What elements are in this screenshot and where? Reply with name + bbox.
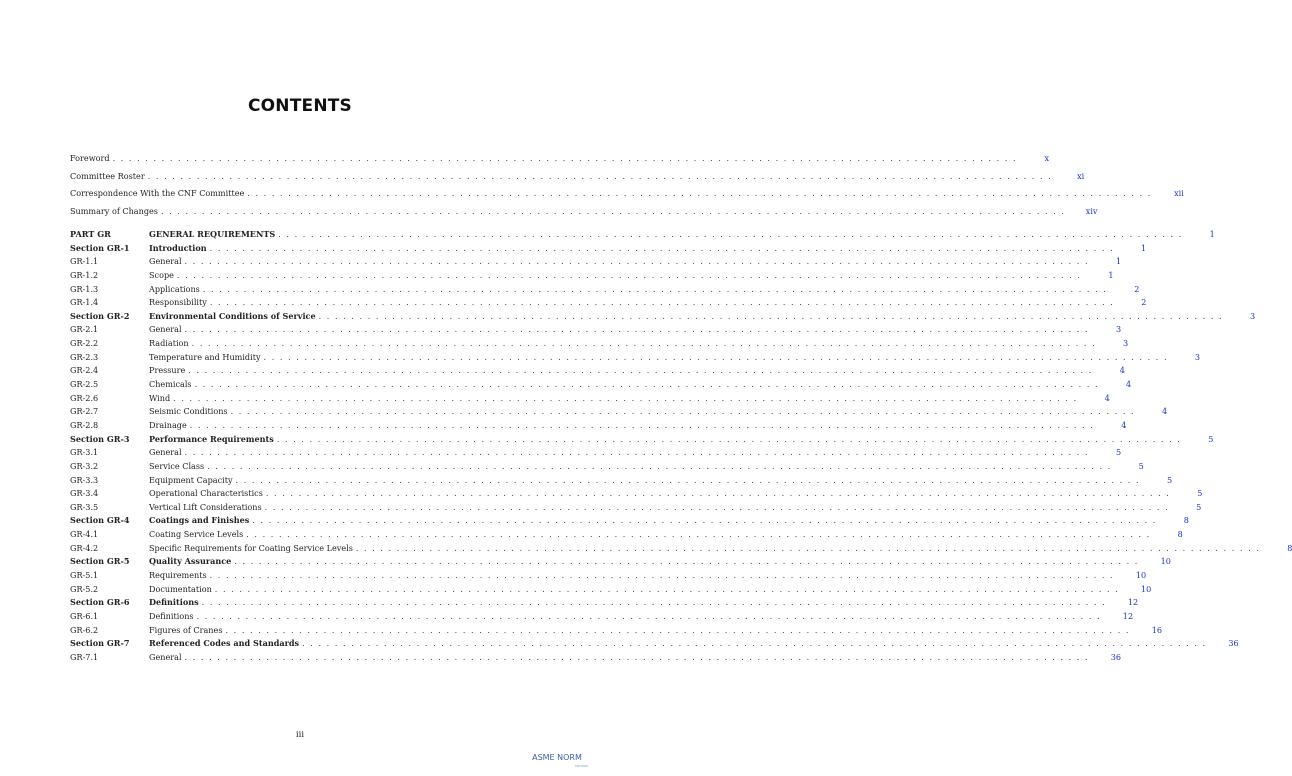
toc-entry-number: Section GR-3	[70, 433, 130, 444]
dot-leader: . . . . . . . . . . . . . . . . . . . . . . . . . . . . . . . . . . . . . . . . . . . . . . . . . . . . . . . . . . . . . . . . . . . . . . . . . . . . . . . . . . . . . . . . . . . . . . . . . . . . . . . . . . . . . . .	[184, 257, 1090, 267]
toc-entry-label: Environmental Conditions of Service	[149, 310, 316, 321]
toc-page-link[interactable]: 5	[1166, 474, 1173, 485]
toc-page-link[interactable]: 10	[1135, 570, 1147, 581]
toc-entry-number: GR-1.3	[70, 283, 99, 294]
dot-leader: . . . . . . . . . . . . . . . . . . . . . . . . . . . . . . . . . . . . . . . . . . . . . . . . . . . . . . . . . . . . . . . . . . . . . . . . . . . . . . . . . . . . . . . . . . . . . . . . . . . . . . . . . . . . . . .	[247, 189, 1152, 198]
toc-page-link[interactable]: 8	[1287, 542, 1292, 553]
toc-row[interactable]	[70, 310, 1256, 324]
toc-row[interactable]	[70, 337, 1129, 351]
toc-entry-number: Section GR-2	[70, 310, 130, 321]
toc-row[interactable]	[70, 583, 1152, 597]
dot-leader: . . . . . . . . . . . . . . . . . . . . . . . . . . . . . . . . . . . . . . . . . . . . . . . . . . . . . . . . . . . . . . . . . . . . . . . . . . . . . . . . . . . . . . . . . . . . . . . . . . . . . . . . . . . . . . .	[318, 311, 1224, 321]
toc-row[interactable]	[70, 378, 1132, 392]
toc-entry-number: GR-3.5	[70, 501, 99, 512]
toc-entry-label: Equipment Capacity	[149, 474, 233, 485]
toc-page-link[interactable]: xi	[1077, 170, 1085, 181]
toc-entry-number: GR-2.7	[70, 406, 99, 417]
toc-entry-label: Coating Service Levels	[149, 529, 244, 540]
toc-entry-label: Wind	[149, 392, 171, 403]
toc-entry-label: Drainage	[149, 419, 187, 430]
toc-entry-label: Applications	[149, 283, 200, 294]
toc-page-link[interactable]: xiv	[1085, 205, 1098, 216]
toc-entry-label: Temperature and Humidity	[149, 351, 261, 362]
toc-entry-label: Committee Roster	[70, 170, 145, 181]
toc-entry-number: GR-1.4	[70, 297, 99, 308]
toc-entry-label: Radiation	[149, 338, 189, 349]
watermark-subtext: normas	[574, 764, 588, 768]
toc-row[interactable]	[70, 555, 1171, 569]
toc-entry-number: GR-4.2	[70, 542, 99, 553]
toc-page-link[interactable]: 1	[1141, 242, 1147, 253]
toc-row[interactable]	[70, 364, 1125, 378]
dot-leader: . . . . . . . . . . . . . . . . . . . . . . . . . . . . . . . . . . . . . . . . . . . . . . . . . . . . . . . . . . . . . . . . . . . . . . . . . . . . . . . . . . . . . . . . . . . . . . . . . . . . . . . . . . . . . . .	[225, 625, 1131, 635]
watermark-text: ASME NORM	[532, 753, 582, 762]
toc-page-link[interactable]: 3	[1194, 351, 1201, 362]
dot-leader: . . . . . . . . . . . . . . . . . . . . . . . . . . . . . . . . . . . . . . . . . . . . . . . . . . . . . . . . . . . . . . . . . . . . . . . . . . . . . . . . . . . . . . . . . . . . . . . . . . . . . . . . . . . . . . .	[188, 366, 1093, 376]
dot-leader: . . . . . . . . . . . . . . . . . . . . . . . . . . . . . . . . . . . . . . . . . . . . . . . . . . . . . . . . . . . . . . . . . . . . . . . . . . . . . . . . . . . . . . . . . . . . . . . . . . . . . . . . . . . . . . .	[201, 598, 1107, 608]
dot-leader: . . . . . . . . . . . . . . . . . . . . . . . . . . . . . . . . . . . . . . . . . . . . . . . . . . . . . . . . . . . . . . . . . . . . . . . . . . . . . . . . . . . . . . . . . . . . . . . . . . . . . . . . . . . . . . .	[246, 530, 1151, 540]
toc-page-link[interactable]: 2	[1141, 297, 1147, 308]
toc-page-link[interactable]: 3	[1249, 310, 1256, 321]
toc-entry-label: Seismic Conditions	[149, 406, 228, 417]
dot-leader: . . . . . . . . . . . . . . . . . . . . . . . . . . . . . . . . . . . . . . . . . . . . . . . . . . . . . . . . . . . . . . . . . . . . . . . . . . . . . . . . . . . . . . . . . . . . . . . . . . . . . . . . . . . . . . .	[252, 516, 1157, 526]
toc-page-link[interactable]: 5	[1115, 447, 1122, 458]
toc-row[interactable]	[70, 296, 1147, 310]
toc-entry-label: General	[149, 651, 182, 662]
toc-entry-number: Section GR-6	[70, 597, 130, 608]
dot-leader: . . . . . . . . . . . . . . . . . . . . . . . . . . . . . . . . . . . . . . . . . . . . . . . . . . . . . . . . . . . . . . . . . . . . . . . . . . . . . . . . . . . . . . . . . . . . . . . . . . . . . . . . . . . . . . .	[278, 230, 1183, 239]
toc-page-link[interactable]: 16	[1151, 624, 1163, 635]
toc-entry-label: Chemicals	[149, 379, 192, 390]
toc-entry-number: GR-5.2	[70, 583, 99, 594]
toc-entry-label: Correspondence With the CNF Committee	[70, 188, 245, 198]
toc-row[interactable]	[70, 405, 1168, 419]
toc-entry-number: GR-3.4	[70, 488, 99, 499]
watermark-logo	[522, 754, 592, 770]
toc-page-link[interactable]: 3	[1115, 324, 1122, 335]
toc-page-link[interactable]: 10	[1160, 556, 1171, 567]
dot-leader: . . . . . . . . . . . . . . . . . . . . . . . . . . . . . . . . . . . . . . . . . . . . . . . . . . . . . . . . . . . . . . . . . . . . . . . . . . . . . . . . . . . . . . . . . . . . . . . . . . . . . . . . . . . . . . .	[184, 448, 1090, 458]
toc-row[interactable]	[70, 269, 1114, 283]
toc-entry-number: GR-6.2	[70, 624, 99, 635]
toc-page-link[interactable]: 4	[1119, 365, 1125, 376]
toc-row[interactable]	[70, 323, 1122, 337]
toc-entry-number: GR-1.2	[70, 269, 99, 280]
toc-entry-number: Section GR-1	[70, 242, 130, 253]
toc-entry-number: Section GR-7	[70, 638, 130, 649]
dot-leader: . . . . . . . . . . . . . . . . . . . . . . . . . . . . . . . . . . . . . . . . . . . . . . . . . . . . . . . . . . . . . . . . . . . . . . . . . . . . . . . . . . . . . . . . . . . . . . . . . . . . . . . . . . . . . . .	[207, 461, 1112, 471]
toc-entry-label: Definitions	[149, 610, 194, 621]
toc-entry-number: GR-1.1	[70, 256, 99, 267]
toc-row[interactable]	[70, 228, 1215, 242]
toc-entry-number: PART GR	[70, 229, 111, 239]
toc-row[interactable]	[70, 446, 1122, 460]
dot-leader: . . . . . . . . . . . . . . . . . . . . . . . . . . . . . . . . . . . . . . . . . . . . . . . . . . . . . . . . . . . . . . . . . . . . . . . . . . . . . . . . . . . . . . . . . . . . . . . . . . . . . . . . . . . . . . .	[196, 611, 1102, 621]
dot-leader: . . . . . . . . . . . . . . . . . . . . . . . . . . . . . . . . . . . . . . . . . . . . . . . . . . . . . . . . . . . . . . . . . . . . . . . . . . . . . . . . . . . . . . . . . . . . . . . . . . . . . . . . . . . . . . .	[184, 325, 1090, 335]
toc-row[interactable]	[70, 205, 1098, 222]
toc-row[interactable]	[70, 242, 1147, 256]
toc-entry-label: Referenced Codes and Standards	[149, 638, 300, 649]
page-title: CONTENTS	[247, 96, 353, 116]
dot-leader: . . . . . . . . . . . . . . . . . . . . . . . . . . . . . . . . . . . . . . . . . . . . . . . . . . . . . . . . . . . . . . . . . . . . . . . . . . . . . . . . . . . . . . . . . . . . . . . . . . . . . . . . . . . . . . .	[112, 154, 1018, 163]
dot-leader: . . . . . . . . . . . . . . . . . . . . . . . . . . . . . . . . . . . . . . . . . . . . . . . . . . . . . . . . . . . . . . . . . . . . . . . . . . . . . . . . . . . . . . . . . . . . . . . . . . . . . . . . . . . . . . .	[234, 557, 1139, 567]
toc-row[interactable]	[70, 624, 1163, 638]
toc-entry-label: Specific Requirements for Coating Service Levels	[149, 542, 353, 553]
toc-entry-label: Scope	[149, 269, 174, 280]
dot-leader: . . . . . . . . . . . . . . . . . . . . . . . . . . . . . . . . . . . . . . . . . . . . . . . . . . . . . . . . . . . . . . . . . . . . . . . . . . . . . . . . . . . . . . . . . . . . . . . . . . . . . . . . . . . . . . .	[173, 393, 1078, 403]
dot-leader: . . . . . . . . . . . . . . . . . . . . . . . . . . . . . . . . . . . . . . . . . . . . . . . . . . . . . . . . . . . . . . . . . . . . . . . . . . . . . . . . . . . . . . . . . . . . . . . . . . . . . . . . . . . . . . .	[202, 284, 1108, 294]
toc-page-link[interactable]: 5	[1138, 460, 1144, 471]
toc-row[interactable]	[70, 351, 1201, 365]
toc-page-link[interactable]: 3	[1123, 338, 1129, 349]
dot-leader: . . . . . . . . . . . . . . . . . . . . . . . . . . . . . . . . . . . . . . . . . . . . . . . . . . . . . . . . . . . . . . . . . . . . . . . . . . . . . . . . . . . . . . . . . . . . . . . . . . . . . . . . . . . . . . .	[235, 475, 1141, 485]
toc-entry-label: Pressure	[149, 365, 186, 376]
dot-leader: . . . . . . . . . . . . . . . . . . . . . . . . . . . . . . . . . . . . . . . . . . . . . . . . . . . . . . . . . . . . . . . . . . . . . . . . . . . . . . . . . . . . . . . . . . . . . . . . . . . . . . . . . . . . . . .	[184, 652, 1090, 662]
toc-page-link[interactable]: xii	[1174, 188, 1184, 198]
toc-page-link[interactable]: 4	[1121, 419, 1127, 430]
toc-row[interactable]	[70, 569, 1147, 583]
toc-row[interactable]	[70, 501, 1202, 515]
toc-entry-label: GENERAL REQUIREMENTS	[149, 229, 276, 239]
toc-page-link[interactable]: 1	[1115, 256, 1122, 267]
toc-entry-label: Introduction	[149, 242, 207, 253]
toc-row[interactable]	[70, 187, 1184, 204]
toc-page-link[interactable]: 1	[1209, 229, 1215, 239]
toc-page-link[interactable]: 5	[1208, 433, 1214, 444]
toc-row[interactable]	[70, 610, 1134, 624]
toc-page-link[interactable]: 8	[1183, 515, 1189, 526]
toc-page-link[interactable]: 12	[1127, 597, 1139, 608]
toc-entry-label: Figures of Cranes	[149, 624, 223, 635]
toc-row[interactable]	[70, 460, 1144, 474]
front-matter-list	[70, 152, 1184, 222]
toc-entry-label: Service Class	[149, 460, 205, 471]
dot-leader: . . . . . . . . . . . . . . . . . . . . . . . . . . . . . . . . . . . . . . . . . . . . . . . . . . . . . . . . . . . . . . . . . . . . . . . . . . . . . . . . . . . . . . . . . . . . . . . . . . . . . . . . . . . . . . .	[194, 380, 1100, 390]
toc-page-link[interactable]: 36	[1110, 651, 1122, 662]
toc-row[interactable]	[70, 514, 1189, 528]
toc-entry-label: Coatings and Finishes	[149, 515, 250, 526]
toc-entry-number: GR-3.1	[70, 447, 99, 458]
toc-entry-label: Foreword	[70, 153, 110, 163]
toc-page-link[interactable]: 36	[1228, 638, 1239, 649]
toc-entry-number: GR-2.5	[70, 379, 99, 390]
dot-leader: . . . . . . . . . . . . . . . . . . . . . . . . . . . . . . . . . . . . . . . . . . . . . . . . . . . . . . . . . . . . . . . . . . . . . . . . . . . . . . . . . . . . . . . . . . . . . . . . . . . . . . . . . . . . . . .	[264, 502, 1170, 512]
toc-entry-number: GR-7.1	[70, 651, 99, 662]
toc-page-link[interactable]: 4	[1161, 406, 1168, 417]
toc-entry-label: General	[149, 324, 182, 335]
toc-entry-number: GR-2.6	[70, 392, 99, 403]
toc-entry-number: GR-2.8	[70, 419, 99, 430]
dot-leader: . . . . . . . . . . . . . . . . . . . . . . . . . . . . . . . . . . . . . . . . . . . . . . . . . . . . . . . . . . . . . . . . . . . . . . . . . . . . . . . . . . . . . . . . . . . . . . . . . . . . . . . . . . . . . . .	[209, 298, 1115, 308]
toc-row[interactable]	[70, 419, 1127, 433]
toc-page-link[interactable]: 2	[1134, 283, 1140, 294]
toc-entry-number: GR-3.3	[70, 474, 99, 485]
toc-entry-label: Summary of Changes	[70, 205, 158, 216]
toc-entry-label: Operational Characteristics	[149, 488, 263, 499]
toc-row[interactable]	[70, 392, 1110, 406]
dot-leader: . . . . . . . . . . . . . . . . . . . . . . . . . . . . . . . . . . . . . . . . . . . . . . . . . . . . . . . . . . . . . . . . . . . . . . . . . . . . . . . . . . . . . . . . . . . . . . . . . . . . . . . . . . . . . . .	[214, 584, 1120, 594]
dot-leader: . . . . . . . . . . . . . . . . . . . . . . . . . . . . . . . . . . . . . . . . . . . . . . . . . . . . . . . . . . . . . . . . . . . . . . . . . . . . . . . . . . . . . . . . . . . . . . . . . . . . . . . . . . . . . . .	[302, 639, 1207, 649]
toc-page-link[interactable]: x	[1044, 153, 1050, 163]
toc-row[interactable]	[70, 170, 1085, 187]
toc-entry-label: Requirements	[149, 570, 207, 581]
toc-row[interactable]	[70, 152, 1050, 169]
toc-entry-label: General	[149, 256, 182, 267]
toc-entry-number: GR-2.4	[70, 365, 99, 376]
toc-entry-number: Section GR-5	[70, 556, 130, 567]
dot-leader: . . . . . . . . . . . . . . . . . . . . . . . . . . . . . . . . . . . . . . . . . . . . . . . . . . . . . . . . . . . . . . . . . . . . . . . . . . . . . . . . . . . . . . . . . . . . . . . . . . . . . . . . . . . . . . .	[276, 434, 1182, 444]
dot-leader: . . . . . . . . . . . . . . . . . . . . . . . . . . . . . . . . . . . . . . . . . . . . . . . . . . . . . . . . . . . . . . . . . . . . . . . . . . . . . . . . . . . . . . . . . . . . . . . . . . . . . . . . . . . . . . .	[230, 407, 1136, 417]
toc-page-link[interactable]: 5	[1197, 488, 1203, 499]
toc-row[interactable]	[70, 433, 1214, 447]
page-number: iii	[295, 730, 305, 740]
toc-entry-number: GR-2.2	[70, 338, 99, 349]
dot-leader: . . . . . . . . . . . . . . . . . . . . . . . . . . . . . . . . . . . . . . . . . . . . . . . . . . . . . . . . . . . . . . . . . . . . . . . . . . . . . . . . . . . . . . . . . . . . . . . . . . . . . . . . . . . . . . .	[191, 339, 1097, 349]
toc-row[interactable]	[70, 542, 1292, 556]
toc-entry-number: GR-2.3	[70, 351, 99, 362]
dot-leader: . . . . . . . . . . . . . . . . . . . . . . . . . . . . . . . . . . . . . . . . . . . . . . . . . . . . . . . . . . . . . . . . . . . . . . . . . . . . . . . . . . . . . . . . . . . . . . . . . . . . . . . . . . . . . . .	[160, 206, 1066, 216]
toc-entry-number: GR-3.2	[70, 460, 99, 471]
toc-page-link[interactable]: 1	[1108, 269, 1114, 280]
toc-page-link[interactable]: 10	[1141, 583, 1152, 594]
toc-entry-label: Vertical Lift Considerations	[149, 501, 262, 512]
toc-entry-label: Definitions	[149, 597, 199, 608]
dot-leader: . . . . . . . . . . . . . . . . . . . . . . . . . . . . . . . . . . . . . . . . . . . . . . . . . . . . . . . . . . . . . . . . . . . . . . . . . . . . . . . . . . . . . . . . . . . . . . . . . . . . . . . . . . . . . . .	[209, 571, 1115, 581]
toc-entry-number: GR-5.1	[70, 570, 99, 581]
toc-row[interactable]	[70, 474, 1173, 488]
toc-row[interactable]	[70, 528, 1183, 542]
toc-page-link[interactable]: 4	[1104, 392, 1110, 403]
toc-list	[70, 228, 1292, 665]
toc-entry-label: General	[149, 447, 182, 458]
toc-row[interactable]	[70, 487, 1203, 501]
toc-row[interactable]	[70, 637, 1239, 651]
dot-leader: . . . . . . . . . . . . . . . . . . . . . . . . . . . . . . . . . . . . . . . . . . . . . . . . . . . . . . . . . . . . . . . . . . . . . . . . . . . . . . . . . . . . . . . . . . . . . . . . . . . . . . . . . . . . . . .	[176, 270, 1082, 280]
toc-entry-number: GR-6.1	[70, 610, 99, 621]
toc-page-link[interactable]: 5	[1196, 501, 1202, 512]
toc-entry-label: Responsibility	[149, 297, 207, 308]
dot-leader: . . . . . . . . . . . . . . . . . . . . . . . . . . . . . . . . . . . . . . . . . . . . . . . . . . . . . . . . . . . . . . . . . . . . . . . . . . . . . . . . . . . . . . . . . . . . . . . . . . . . . . . . . . . . . . .	[189, 420, 1095, 430]
dot-leader: . . . . . . . . . . . . . . . . . . . . . . . . . . . . . . . . . . . . . . . . . . . . . . . . . . . . . . . . . . . . . . . . . . . . . . . . . . . . . . . . . . . . . . . . . . . . . . . . . . . . . . . . . . . . . . .	[265, 489, 1171, 499]
toc-entry-number: GR-2.1	[70, 324, 99, 335]
toc-row[interactable]	[70, 651, 1122, 665]
toc-row[interactable]	[70, 255, 1122, 269]
toc-page-link[interactable]: 8	[1177, 529, 1183, 540]
dot-leader: . . . . . . . . . . . . . . . . . . . . . . . . . . . . . . . . . . . . . . . . . . . . . . . . . . . . . . . . . . . . . . . . . . . . . . . . . . . . . . . . . . . . . . . . . . . . . . . . . . . . . . . . . . . . . . .	[355, 543, 1261, 553]
toc-entry-label: Performance Requirements	[149, 433, 274, 444]
dot-leader: . . . . . . . . . . . . . . . . . . . . . . . . . . . . . . . . . . . . . . . . . . . . . . . . . . . . . . . . . . . . . . . . . . . . . . . . . . . . . . . . . . . . . . . . . . . . . . . . . . . . . . . . . . . . . . .	[263, 352, 1169, 362]
toc-page-link[interactable]: 4	[1125, 379, 1132, 390]
toc-entry-label: Quality Assurance	[149, 556, 232, 567]
toc-page-link[interactable]: 12	[1122, 610, 1134, 621]
toc-entry-number: Section GR-4	[70, 515, 130, 526]
toc-entry-number: GR-4.1	[70, 529, 99, 540]
toc-row[interactable]	[70, 596, 1139, 610]
toc-row[interactable]	[70, 283, 1140, 297]
dot-leader: . . . . . . . . . . . . . . . . . . . . . . . . . . . . . . . . . . . . . . . . . . . . . . . . . . . . . . . . . . . . . . . . . . . . . . . . . . . . . . . . . . . . . . . . . . . . . . . . . . . . . . . . . . . . . . .	[147, 171, 1053, 181]
dot-leader: . . . . . . . . . . . . . . . . . . . . . . . . . . . . . . . . . . . . . . . . . . . . . . . . . . . . . . . . . . . . . . . . . . . . . . . . . . . . . . . . . . . . . . . . . . . . . . . . . . . . . . . . . . . . . . .	[209, 243, 1115, 253]
toc-entry-label: Documentation	[149, 583, 212, 594]
